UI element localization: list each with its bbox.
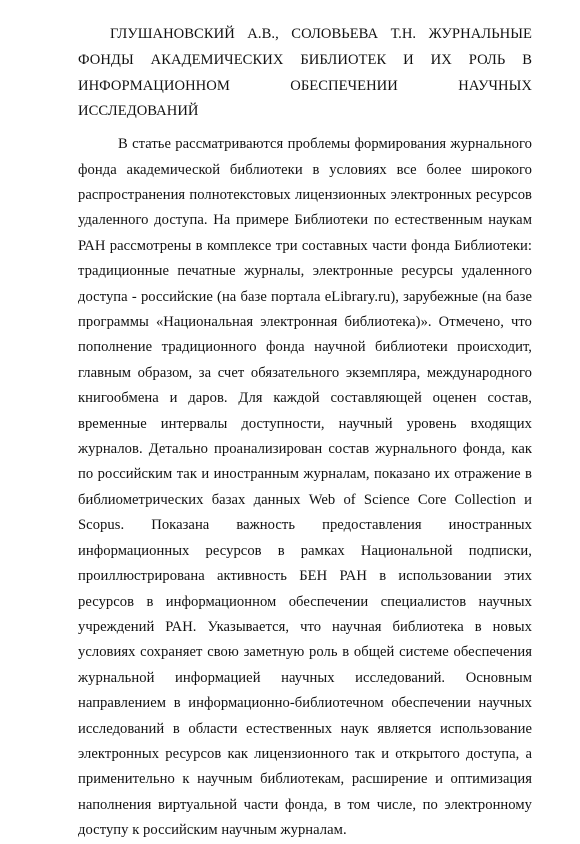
abstract-paragraph: В статье рассматриваются проблемы формирования журнального фонда академической библиотеки в условиях все более широкого распространения полнотекстовых лицензионных электронных ресурсов удаленного доступа. На примере Библиотеки по естественным наукам РАН рассмотрены в комплексе три составных части фонда Библиотеки: традиционные печатные журналы, электронные ресурсы удаленного доступа - российские (на базе портала eLibrary.ru), зарубежные (на базе программы «Национальная электронная библиотека)». Отмечено, что пополнение традиционного фонда научной библиотеки происходит, главным образом, за счет обязательного экземпляра, международного книгообмена и даров. Для каждой составляющей оценен состав, временные интервалы доступности, научный уровень входящих журналов. Детально проанализирован состав журнального фонда, как по российским так и иностранным журналам, показано их отражение в библиометрических базах данных Web of Science Core Collection и Scopus. Показана важность предоставления иностранных информационных ресурсов в рамках Национальной подписки, проиллюстрирована активность БЕН РАН в использовании этих ресурсов в информационном обеспечении специалистов научных учреждений РАН. Указывается, что научная библиотека в новых условиях сохраняет свою заметную роль в общей системе обеспечения журнальной информацией научных исследований. Основным направлением в информационно-библиотечном обеспечении научных исследований в области естественных наук является использование электронных ресурсов как лицензионного так и открытого доступа, а применительно к научным библиотекам, расширение и оптимизация наполнения виртуальной части фонда, в том числе, по электронному доступу к российским научным журналам. <box>78 136 532 839</box>
document-title: ГЛУШАНОВСКИЙ А.В., СОЛОВЬЕВА Т.Н. ЖУРНАЛЬНЫЕ ФОНДЫ АКАДЕМИЧЕСКИХ БИБЛИОТЕК И ИХ РОЛЬ В ИНФОРМАЦИОННОМ ОБЕСПЕЧЕНИИ НАУЧНЫХ ИССЛЕДОВАНИЙ <box>78 26 532 120</box>
